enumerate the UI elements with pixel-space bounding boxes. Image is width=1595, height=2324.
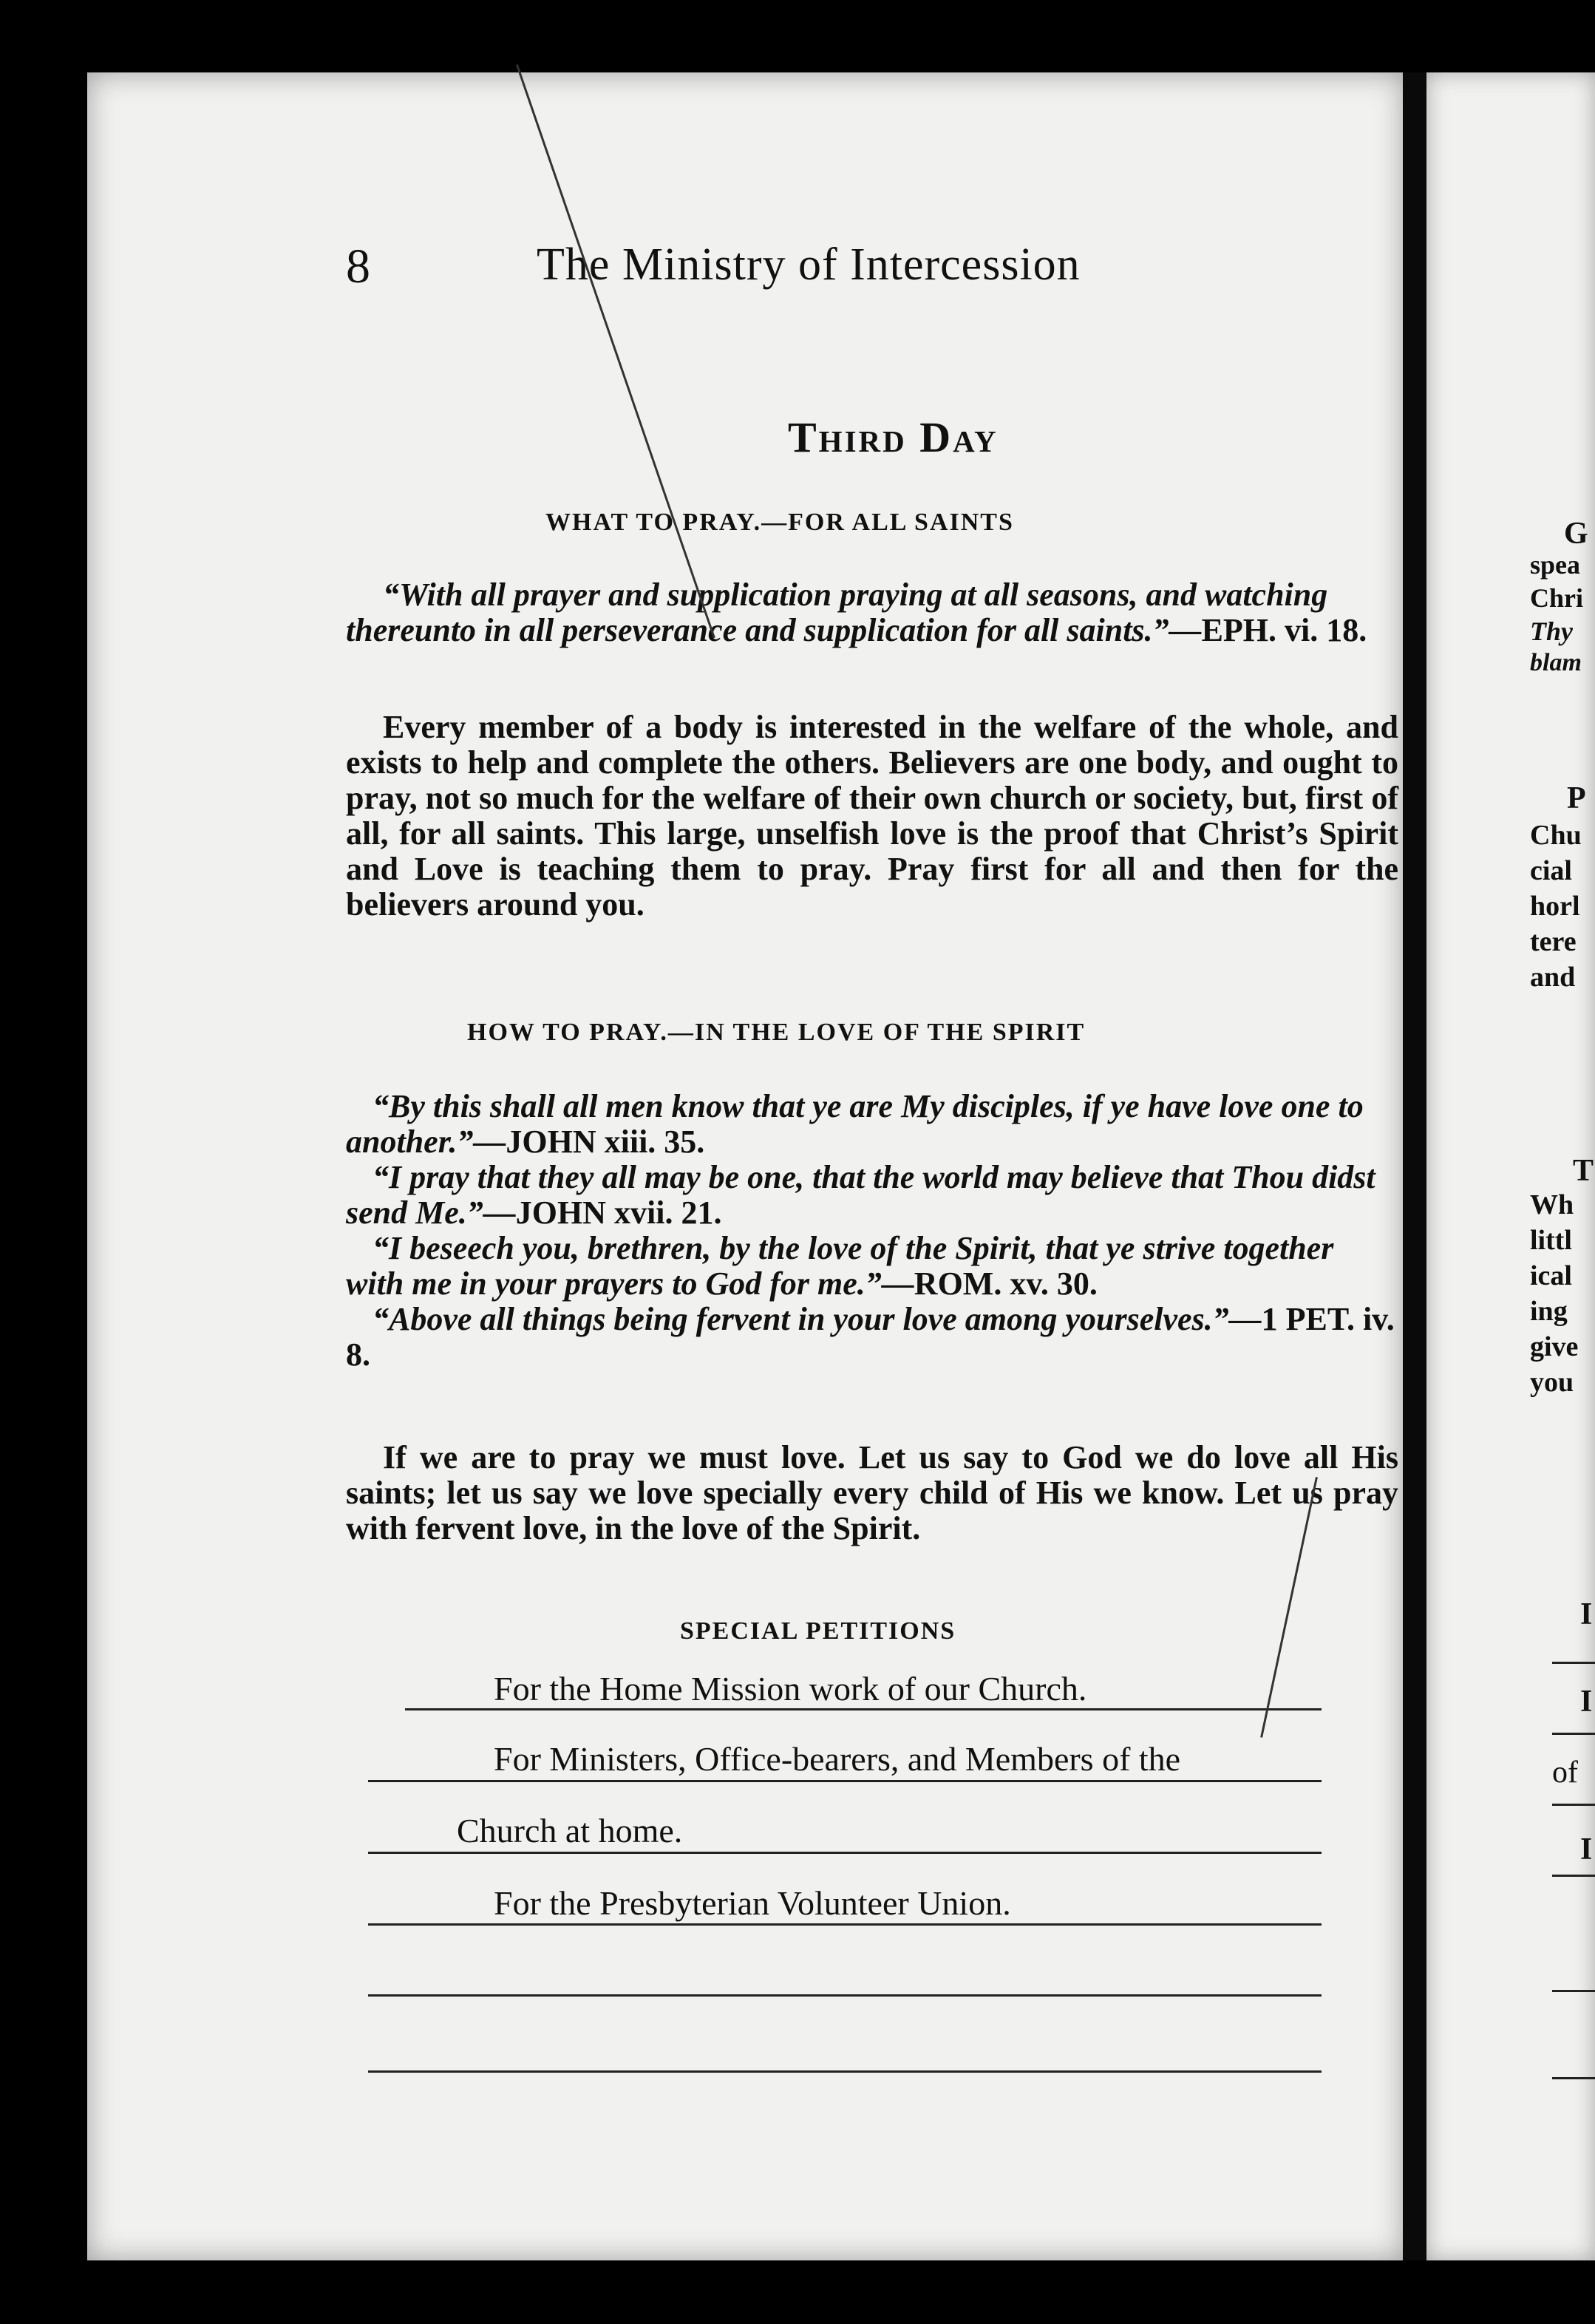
facing-fragment: spea — [1530, 550, 1581, 580]
facing-line — [1552, 2077, 1595, 2079]
how-quote-3: “I beseech you, brethren, by the love of the Spirit, that ye strive together with me in your prayers to God for me.”—ROM. xv. 30. — [346, 1230, 1334, 1302]
blank-line-2 — [368, 2070, 1322, 2073]
facing-line — [1552, 1733, 1595, 1735]
page-gutter — [1403, 72, 1426, 2260]
what-quote-ref: EPH. vi. 18. — [1201, 612, 1367, 648]
facing-fragment: I — [1580, 1685, 1593, 1719]
petition-church-at-home: Church at home. — [457, 1812, 683, 1849]
facing-fragment: I — [1580, 1832, 1593, 1866]
fold-crease-top — [516, 64, 715, 638]
facing-line — [1552, 1804, 1595, 1806]
what-quote — [346, 577, 1398, 648]
petition-line-3 — [368, 1852, 1322, 1854]
facing-line — [1552, 1662, 1595, 1664]
facing-fragment: give — [1530, 1331, 1579, 1362]
facing-line — [1552, 1875, 1595, 1877]
facing-fragment: and — [1530, 962, 1576, 993]
what-to-pray-heading: WHAT TO PRAY.—FOR ALL SAINTS — [545, 509, 1014, 536]
facing-fragment: ing — [1530, 1296, 1568, 1327]
facing-fragment: cial — [1530, 855, 1572, 886]
facing-fragment: P — [1567, 781, 1586, 815]
facing-fragment: Chu — [1530, 820, 1582, 851]
facing-fragment: tere — [1530, 926, 1577, 957]
facing-fragment: littl — [1530, 1225, 1572, 1256]
how-quote-2: “I pray that they all may be one, that the world may believe that Thou didst send Me.”—JOHN xvii. 21. — [346, 1159, 1375, 1231]
facing-fragment: I — [1580, 1597, 1593, 1631]
page-number: 8 — [346, 239, 370, 293]
facing-fragment: blam — [1530, 649, 1582, 676]
facing-fragment: Thy — [1530, 616, 1573, 646]
facing-fragment: ical — [1530, 1260, 1572, 1291]
what-quote-text: “With all prayer and supplication praying at all seasons, and watching thereunto in all perseverance and supplication for all saints.”— — [346, 577, 1328, 648]
petition-line-4 — [368, 1923, 1322, 1926]
how-quote-1: “By this shall all men know that ye are My disciples, if ye have love one to another.”—JOHN xiii. 35. — [346, 1088, 1364, 1160]
facing-fragment: Chri — [1530, 583, 1583, 613]
petition-line-1 — [405, 1708, 1322, 1710]
facing-fragment: you — [1530, 1367, 1574, 1398]
facing-page-fragment — [1426, 72, 1595, 2260]
how-quote-4: “Above all things being fervent in your love among yourselves.”—1 PET. iv. 8. — [346, 1301, 1395, 1373]
facing-fragment: of — [1552, 1756, 1578, 1790]
facing-line — [1552, 1990, 1595, 1992]
blank-line-1 — [368, 1994, 1322, 1997]
petition-line-2 — [368, 1780, 1322, 1782]
running-title: The Ministry of Intercession — [537, 239, 1081, 290]
petition-volunteer-union: For the Presbyterian Volunteer Union. — [494, 1884, 1011, 1922]
special-petitions-heading: SPECIAL PETITIONS — [680, 1617, 956, 1645]
what-paragraph: Every member of a body is interested in the welfare of the whole, and exists to help and complete the others. Believers are one body, and ought to pray, not so much for the welfare of their own church or society, but, first of all, for all saints. This large, unselfish love is the proof that Christ’s Spirit and Love is teaching them to pray. Pray first for all and then for the believers around you. — [346, 709, 1398, 923]
facing-fragment: Wh — [1530, 1189, 1574, 1220]
left-page — [87, 72, 1404, 2260]
facing-fragment: horl — [1530, 891, 1580, 922]
day-title: Third Day — [788, 413, 999, 461]
how-paragraph: If we are to pray we must love. Let us say to God we do love all His saints; let us say we love specially every child of His we know. Let us pray with fervent love, in the love of the Spirit. — [346, 1439, 1398, 1546]
facing-fragment: G — [1564, 517, 1588, 551]
how-to-pray-heading: HOW TO PRAY.—IN THE LOVE OF THE SPIRIT — [467, 1019, 1086, 1046]
how-quotes — [346, 1089, 1398, 1373]
petition-home-mission: For the Home Mission work of our Church. — [494, 1670, 1087, 1708]
petition-ministers: For Ministers, Office-bearers, and Members of the — [494, 1740, 1181, 1778]
facing-fragment: T — [1573, 1154, 1594, 1188]
